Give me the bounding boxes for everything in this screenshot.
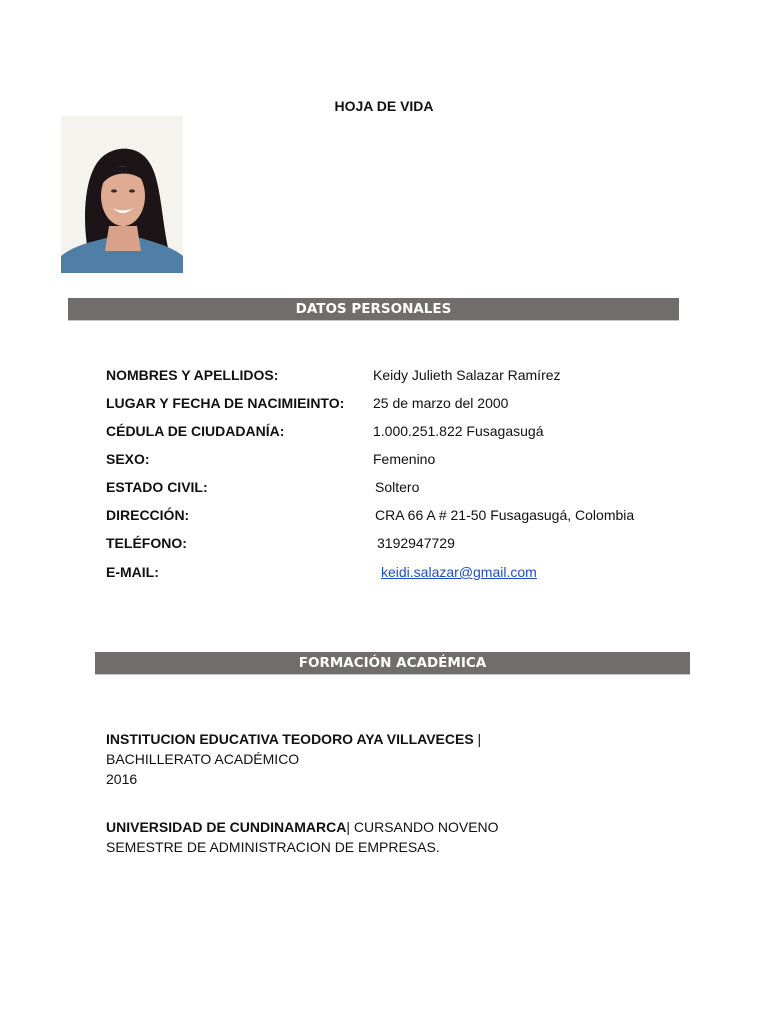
label-address: DIRECCIÓN: <box>106 507 190 523</box>
institution-name: UNIVERSIDAD DE CUNDINAMARCA <box>106 819 347 835</box>
value-birth: 25 de marzo del 2000 <box>373 395 509 411</box>
profile-photo <box>61 116 183 273</box>
label-civil-status: ESTADO CIVIL: <box>106 479 208 495</box>
education-entry <box>106 729 481 789</box>
label-name: NOMBRES Y APELLIDOS: <box>106 367 279 383</box>
separator: | <box>473 731 482 747</box>
label-email: E-MAIL: <box>106 564 159 580</box>
label-sex: SEXO: <box>106 451 150 467</box>
value-civil-status: Soltero <box>375 479 420 495</box>
section-header-education: FORMACIÓN ACADÉMICA <box>95 652 690 675</box>
value-sex: Femenino <box>373 451 436 467</box>
education-entry <box>106 817 499 857</box>
value-name: Keidy Julieth Salazar Ramírez <box>373 367 561 383</box>
institution-name: INSTITUCION EDUCATIVA TEODORO AYA VILLAVECES <box>106 731 474 747</box>
label-birth: LUGAR Y FECHA DE NACIMIEINTO: <box>106 395 345 411</box>
section-header-personal: DATOS PERSONALES <box>68 298 679 321</box>
value-id: 1.000.251.822 Fusagasugá <box>373 423 544 439</box>
label-id: CÉDULA DE CIUDADANÍA: <box>106 423 285 439</box>
value-phone: 3192947729 <box>377 535 455 551</box>
program-status: | CURSANDO NOVENO <box>346 819 499 835</box>
year: 2016 <box>106 771 138 787</box>
label-phone: TELÉFONO: <box>106 535 187 551</box>
page-title: HOJA DE VIDA <box>334 98 434 114</box>
program: SEMESTRE DE ADMINISTRACION DE EMPRESAS. <box>106 839 440 855</box>
value-address: CRA 66 A # 21-50 Fusagasugá, Colombia <box>375 507 635 523</box>
email-link[interactable]: keidi.salazar@gmail.com <box>381 564 537 580</box>
degree: BACHILLERATO ACADÉMICO <box>106 751 300 767</box>
